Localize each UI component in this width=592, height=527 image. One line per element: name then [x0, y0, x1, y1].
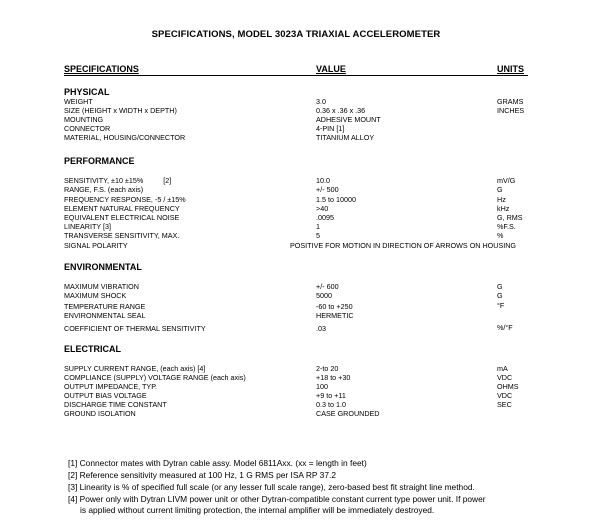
spec-value: 3.0	[316, 97, 326, 106]
spec-label: COEFFICIENT OF THERMAL SENSITIVITY	[64, 324, 206, 333]
section-electrical-heading: ELECTRICAL	[64, 344, 121, 354]
spec-value: -60 to +250	[316, 302, 353, 311]
spec-value: 1.5 to 10000	[316, 195, 356, 204]
spec-unit: Hz	[497, 195, 506, 204]
spec-value: 100	[316, 382, 328, 391]
header-units: UNITS	[497, 64, 524, 74]
spec-unit: G	[497, 291, 503, 300]
spec-value: 4-PIN [1]	[316, 124, 345, 133]
footnote-1: [1] Connector mates with Dytran cable assy. Model 6811Axx. (xx = length in feet)	[68, 458, 367, 468]
spec-label: SUPPLY CURRENT RANGE, (each axis) [4]	[64, 364, 206, 373]
spec-label: MAXIMUM SHOCK	[64, 291, 127, 300]
spec-label: LINEARITY [3]	[64, 222, 112, 231]
spec-unit: %	[497, 231, 504, 240]
spec-value: CASE GROUNDED	[316, 409, 380, 418]
spec-label: MOUNTING	[64, 115, 104, 124]
signal-polarity-value: POSITIVE FOR MOTION IN DIRECTION OF ARROWS ON HOUSING	[290, 241, 517, 250]
spec-label: SIZE (HEIGHT x WIDTH x DEPTH)	[64, 106, 177, 115]
spec-value: 10.0	[316, 176, 330, 185]
spec-value: 0.36 x .36 x .36	[316, 106, 366, 115]
signal-polarity-label: SIGNAL POLARITY	[64, 241, 128, 250]
section-physical-heading: PHYSICAL	[64, 87, 110, 97]
spec-unit: G, RMS	[497, 213, 523, 222]
footnote-3: [3] Linearity is % of specified full scale (or any lesser full scale range), zero-based best fit straight line method.	[68, 482, 475, 492]
footnote-2: [2] Reference sensitivity measured at 100 Hz, 1 G RMS per ISA RP 37.2	[68, 470, 336, 480]
spec-unit: %/°F	[497, 323, 513, 332]
spec-value: HERMETIC	[316, 311, 354, 320]
spec-label: GROUND ISOLATION	[64, 409, 136, 418]
spec-unit: kHz	[497, 204, 510, 213]
spec-unit: mV/G	[497, 176, 516, 185]
spec-label: MAXIMUM VIBRATION	[64, 282, 139, 291]
section-performance-heading: PERFORMANCE	[64, 156, 135, 166]
spec-value: 2-to 20	[316, 364, 339, 373]
spec-label: WEIGHT	[64, 97, 93, 106]
spec-value: 0.3 to 1.0	[316, 400, 346, 409]
spec-label: RANGE, F.S. (each axis)	[64, 185, 144, 194]
spec-value: ADHESIVE MOUNT	[316, 115, 381, 124]
spec-value: 5000	[316, 291, 332, 300]
footnote-ref: [2]	[163, 176, 172, 185]
spec-unit: °F	[497, 301, 505, 310]
footnote-4-continued: is applied without current limiting protection, the internal amplifier will be immediately destroyed.	[80, 505, 435, 515]
spec-unit: VDC	[497, 373, 513, 382]
spec-label: CONNECTOR	[64, 124, 111, 133]
spec-value: .0095	[316, 213, 334, 222]
spec-value: 5	[316, 231, 320, 240]
header-specifications: SPECIFICATIONS	[64, 64, 139, 74]
spec-value: TITANIUM ALLOY	[316, 133, 375, 142]
spec-value: +18 to +30	[316, 373, 351, 382]
spec-label: FREQUENCY RESPONSE, -5 / ±15%	[64, 195, 186, 204]
spec-unit: VDC	[497, 391, 513, 400]
spec-unit: OHMS	[497, 382, 519, 391]
spec-unit: G	[497, 282, 503, 291]
spec-unit: INCHES	[497, 106, 525, 115]
spec-label	[64, 177, 171, 185]
spec-unit: %F.S.	[497, 222, 516, 231]
spec-label: MATERIAL, HOUSING/CONNECTOR	[64, 133, 186, 142]
spec-label: TEMPERATURE RANGE	[64, 302, 146, 311]
spec-label: DISCHARGE TIME CONSTANT	[64, 400, 167, 409]
spec-unit: SEC	[497, 400, 512, 409]
spec-label: TRANSVERSE SENSITIVITY, MAX.	[64, 231, 180, 240]
spec-value: +/- 500	[316, 185, 339, 194]
spec-value: 1	[316, 222, 320, 231]
spec-label: ELEMENT NATURAL FREQUENCY	[64, 204, 180, 213]
spec-value: .03	[316, 324, 326, 333]
spec-unit: G	[497, 185, 503, 194]
spec-value: +9 to +11	[316, 391, 346, 400]
section-environmental-heading: ENVIRONMENTAL	[64, 262, 142, 272]
header-value: VALUE	[316, 64, 346, 74]
footnote-4: [4] Power only with Dytran LIVM power unit or other Dytran-compatible constant current type power unit. If power	[68, 494, 486, 504]
spec-value: >40	[316, 204, 329, 213]
spec-label: EQUIVALENT ELECTRICAL NOISE	[64, 213, 180, 222]
spec-unit: mA	[497, 364, 508, 373]
spec-value: +/- 600	[316, 282, 339, 291]
spec-label: COMPLIANCE (SUPPLY) VOLTAGE RANGE (each axis)	[64, 373, 246, 382]
spec-label: OUTPUT BIAS VOLTAGE	[64, 391, 147, 400]
spec-unit: GRAMS	[497, 97, 524, 106]
document-title: SPECIFICATIONS, MODEL 3023A TRIAXIAL ACCELEROMETER	[151, 29, 441, 40]
spec-label: ENVIRONMENTAL SEAL	[64, 311, 146, 320]
header-rule	[64, 75, 528, 76]
spec-label: OUTPUT IMPEDANCE, TYP.	[64, 382, 158, 391]
spec-label-text: SENSITIVITY, ±10 ±15%	[64, 176, 144, 185]
